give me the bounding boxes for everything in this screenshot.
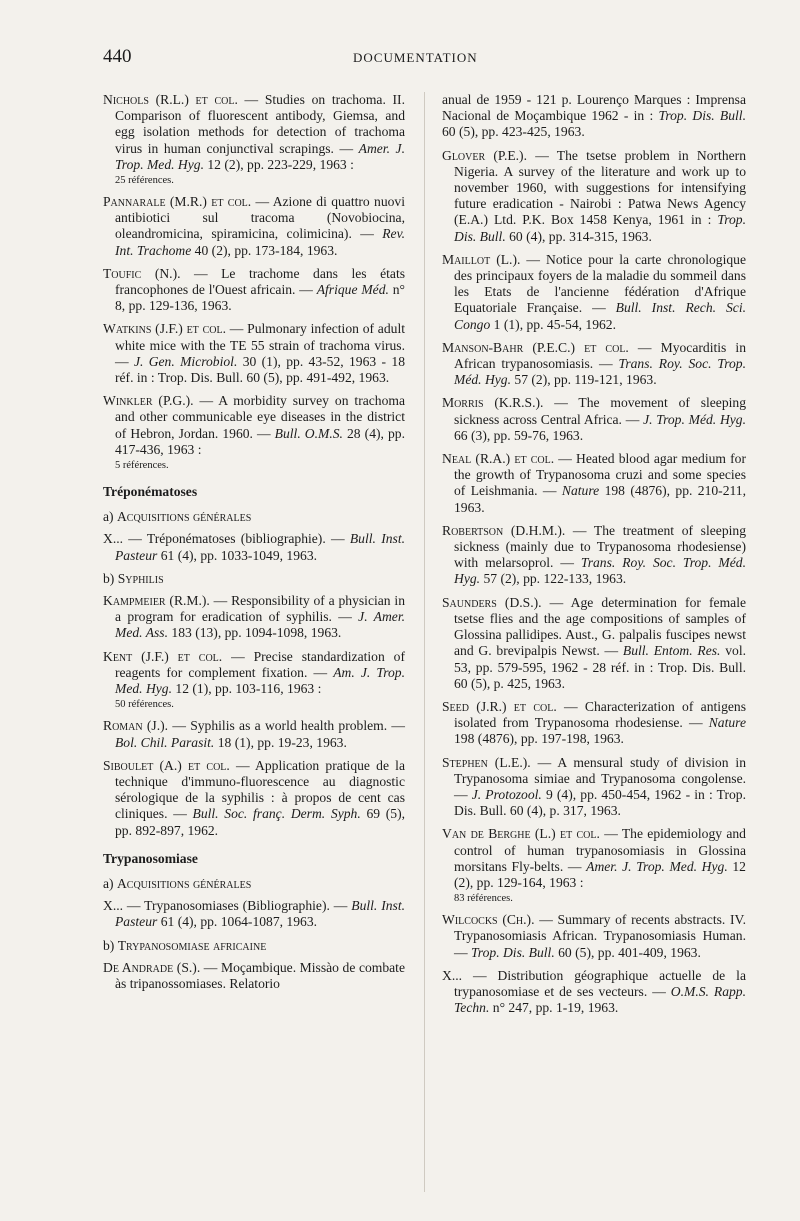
entry-citation: 1 (1), pp. 45-54, 1962. (490, 316, 616, 332)
entry-author: Kent (J.F.) et col. (103, 648, 223, 664)
bibliography-entry (442, 699, 746, 748)
entry-citation: 66 (3), pp. 59-76, 1963. (454, 427, 584, 443)
bibliography-entry (442, 595, 746, 692)
right-column (442, 92, 746, 1023)
entry-author: Seed (J.R.) et col. (442, 698, 557, 714)
entry-journal: Bull. Inst. Pasteur (115, 898, 405, 930)
entry-text: — Moçambique. Missào de combate às tripanossomiases. Relatorio (115, 959, 405, 991)
entry-text: — Heated blood agar medium for the growth of Trypanosoma cruzi and some species of Leishmania. — (454, 451, 746, 499)
running-header: DOCUMENTATION (353, 50, 478, 65)
entry-citation: 12 (1), pp. 103-116, 1963 : (172, 681, 322, 697)
entry-text: — The treatment of sleeping sickness (mainly due to Trypanosoma rhodesiense) with melarsoprol. — (454, 522, 746, 571)
bibliography-entry (442, 340, 746, 389)
bibliography-entry (103, 194, 405, 259)
entry-journal: Rev. Int. Trachome (115, 226, 405, 258)
bibliography-entry (442, 395, 746, 444)
bibliography-entry (442, 912, 746, 961)
entry-author: Nichols (R.L.) et col. (103, 92, 238, 107)
entry-journal: Trop. Dis. Bull. (471, 944, 555, 960)
entry-citation: 69 (5), pp. 892-897, 1962. (115, 806, 406, 838)
entry-text: — Syphilis as a world health problem. — (168, 718, 405, 734)
bibliography-entry (103, 649, 405, 698)
entry-journal: O.M.S. Rapp. Techn. (454, 983, 746, 1016)
bibliography-entry (103, 266, 405, 315)
entry-journal: Nature (708, 715, 746, 731)
bibliography-entry (103, 898, 405, 930)
bibliography-entry (442, 968, 746, 1017)
entry-text: — Precise standardization of reagents for complement fixation. — (115, 648, 405, 680)
entry-author: Saunders (D.S.). (442, 594, 542, 610)
entry-citation: n° 8, pp. 129-136, 1963. (115, 282, 405, 314)
entry-author: X... (103, 531, 124, 547)
entry-text: — Studies on trachoma. II. Comparison of fluorescent antibody, Giemsa, and egg isolation methods for detection of trachoma virus in human conjunctival scrapings. — (115, 92, 405, 156)
entry-citation: 198 (4876), pp. 210-211, 1963. (454, 483, 746, 515)
bibliography-entry (103, 92, 405, 173)
entry-citation: 28 (4), pp. 417-436, 1963 : (115, 425, 405, 457)
entry-author: Glover (P.E.). (442, 147, 527, 163)
section-heading: Trypanosomiase (103, 850, 198, 866)
entry-journal: Amer. J. Trop. Med. Hyg. (115, 140, 405, 172)
subsection-title: Acquisitions générales (116, 875, 252, 891)
entry-text: — A mensural study of division in Trypanosoma simiae and Trypanosoma congolense. — (454, 754, 746, 802)
entry-author: Neal (R.A.) et col. (442, 451, 555, 467)
subsection-title: Trypanosomiase africaine (117, 937, 267, 953)
entry-author: Siboulet (A.) et col. (103, 757, 230, 773)
entry-journal: Bull. Inst. Pasteur (115, 531, 405, 563)
entry-author: Maillot (L.). (442, 251, 521, 267)
entry-text: — Trypanosomiases (Bibliographie). — (123, 898, 352, 914)
entry-text: — The epidemiology and control of human trypanosomiasis in Glossina morsitans Fly-belts. — (454, 826, 746, 874)
entry-journal: Bull. Entom. Res. (622, 643, 721, 659)
entry-citation: 30 (1), pp. 43-52, 1963 - 18 réf. in : Trop. Dis. Bull. 60 (5), pp. 491-492, 1963. (115, 353, 405, 386)
entry-citation: 18 (1), pp. 19-23, 1963. (214, 734, 347, 750)
entry-journal: Nature (561, 483, 600, 499)
entry-text: — Le trachome dans les états francophones de l'Ouest africain. — (115, 265, 406, 298)
reference-count: 83 références. (454, 893, 513, 905)
reference-count: 25 références. (115, 175, 174, 187)
subsection-letter: b) (103, 570, 118, 586)
entry-citation: vol. 53, pp. 579-595, 1962 - 28 réf. in : Trop. Dis. Bull. 60 (5), p. 425, 1963. (454, 643, 747, 691)
entry-citation: 61 (4), pp. 1064-1087, 1963. (157, 914, 318, 930)
entry-citation: 12 (2), pp. 223-229, 1963 : (203, 156, 354, 172)
bibliography-entry (103, 718, 405, 750)
entry-citation: 57 (2), pp. 119-121, 1963. (511, 372, 657, 388)
entry-text: — Age determination for female tsetse flies and the age compositions of samples of Glossina pallidipes. Aust., G. palpalis fuscipes newst and G. brevipalpis Newst. — (454, 594, 746, 659)
subsection-title: Syphilis (117, 570, 164, 586)
entry-text: — The movement of sleeping sickness across Central Africa. — (454, 395, 747, 427)
entry-journal: Trop. Dis. Bull. (454, 212, 746, 244)
entry-citation: 60 (4), pp. 314-315, 1963. (505, 228, 652, 244)
subsection-heading (103, 876, 405, 892)
entry-text: — Distribution géographique actuelle de la trypanosomiase et de ses vecteurs. — (454, 967, 746, 999)
entry-journal: Amer. J. Trop. Med. Hyg. (586, 858, 728, 874)
bibliography-entry (442, 252, 746, 333)
subsection-heading (103, 509, 405, 525)
bibliography-entry (442, 755, 746, 820)
entry-journal: J. Gen. Microbiol. (133, 353, 238, 369)
entry-author: Robertson (D.H.M.). (442, 522, 566, 538)
entry-journal: Bull. Soc. franç. Derm. Syph. (192, 806, 361, 822)
subsection-letter: a) (103, 509, 117, 525)
bibliography-entry (442, 148, 746, 245)
entry-citation: 60 (5), pp. 401-409, 1963. (554, 944, 701, 960)
entry-text: anual de 1959 - 121 p. Lourenço Marques : Imprensa Nacional de Moçambique 1962 - in : (442, 92, 746, 124)
entry-author: Roman (J.). (103, 718, 169, 734)
left-column (103, 92, 405, 999)
entry-journal: J. Trop. Méd. Hyg. (643, 411, 746, 427)
entry-journal: Bull. O.M.S. (274, 425, 343, 441)
column-divider (424, 92, 425, 1192)
section-heading: Tréponématoses (103, 484, 198, 500)
entry-text: — Myocarditis in African trypanosomiasis. — (454, 339, 746, 372)
page-number: 440 (103, 46, 132, 67)
entry-journal: Afrique Méd. (316, 282, 389, 298)
bibliography-entry (103, 758, 405, 839)
bibliography-entry (442, 451, 746, 516)
entry-journal: Bol. Chil. Parasit. (115, 734, 215, 750)
entry-text: — Tréponématoses (bibliographie). — (123, 531, 350, 547)
entry-citation: 183 (13), pp. 1094-1098, 1963. (168, 625, 342, 641)
entry-author: De Andrade (S.). (103, 959, 201, 975)
entry-journal: Trans. Roy. Soc. Trop. Méd. Hyg. (454, 356, 746, 388)
reference-count: 50 références. (115, 699, 174, 711)
entry-text: — The tsetse problem in Northern Nigeria. A survey of the literature and work up to november 1960, with suggestions for intensifying future eradication - Nairobi : Patwa News Agency (E.A.) Ltd. P.K. Box 1458 Kenya, 1961 in : (454, 147, 746, 228)
bibliography-entry (103, 960, 405, 992)
bibliography-entry (103, 531, 405, 563)
entry-journal: Bull. Inst. Rech. Sci. Congo (454, 300, 746, 332)
entry-text: — Summary of recents abstracts. IV. Trypanosomiasis African. Trypanosomiasis Human. — (454, 912, 747, 960)
entry-text: — Azione di quattro nuovi antibiotici sul tracoma (Novobiocina, oleandromicina, spiramicina, colimicina). — (115, 194, 405, 242)
entry-author: Wilcocks (Ch.). (442, 912, 535, 928)
bibliography-entry (442, 92, 746, 141)
entry-author: Manson-Bahr (P.E.C.) et col. (442, 339, 629, 355)
entry-text: — Application pratique de la technique d'immuno-fluorescence au diagnostic sérologique de la syphilis : à propos de cent cas cliniques. — (115, 757, 405, 822)
bibliography-entry (103, 321, 405, 386)
entry-citation: 198 (4876), pp. 197-198, 1963. (454, 731, 624, 747)
entry-citation: 40 (2), pp. 173-184, 1963. (191, 242, 338, 258)
entry-journal: Trop. Dis. Bull. (658, 108, 746, 124)
subsection-heading (103, 571, 405, 587)
entry-author: Van de Berghe (L.) et col. (442, 826, 600, 842)
entry-author: X... (103, 898, 124, 914)
entry-author: Toufic (N.). (103, 265, 181, 281)
reference-count: 5 références. (115, 460, 169, 472)
entry-citation: 9 (4), pp. 450-454, 1962 - in : Trop. Dis. Bull. 60 (4), p. 317, 1963. (454, 786, 746, 819)
entry-journal: Trans. Roy. Soc. Trop. Méd. Hyg. (454, 555, 746, 587)
entry-author: Winkler (P.G.). (103, 393, 194, 409)
subsection-title: Acquisitions générales (116, 509, 252, 525)
entry-text: — Pulmonary infection of adult white mice with the TE 55 strain of trachoma virus. — (115, 321, 405, 369)
bibliography-entry (442, 523, 746, 588)
bibliography-entry (103, 393, 405, 458)
bibliography-entry (442, 826, 746, 891)
entry-citation: 57 (2), pp. 122-133, 1963. (480, 571, 627, 587)
entry-citation: 61 (4), pp. 1033-1049, 1963. (157, 547, 318, 563)
entry-author: Pannarale (M.R.) et col. (103, 194, 252, 210)
entry-citation: 12 (2), pp. 129-164, 1963 : (454, 858, 746, 890)
entry-citation: 60 (5), pp. 423-425, 1963. (442, 124, 585, 140)
entry-text: — Responsibility of a physician in a program for eradication of syphilis. — (115, 593, 405, 625)
entry-journal: Am. J. Trop. Med. Hyg. (115, 664, 405, 697)
entry-journal: J. Protozool. (471, 786, 542, 802)
subsection-heading (103, 938, 405, 954)
entry-text: — Characterization of antigens isolated from Trypanosoma rhodesiense. — (454, 698, 746, 731)
entry-author: Watkins (J.F.) et col. (103, 321, 226, 337)
entry-author: Morris (K.R.S.). (442, 395, 544, 411)
entry-author: Kampmeier (R.M.). (103, 593, 210, 609)
entry-text: — A morbidity survey on trachoma and other communicable eye diseases in the district of Hebron, Jordan. 1960. — (115, 393, 405, 441)
entry-citation: n° 247, pp. 1-19, 1963. (489, 1000, 619, 1016)
bibliography-entry (103, 593, 405, 642)
entry-journal: J. Amer. Med. Ass. (115, 609, 405, 641)
subsection-letter: a) (103, 875, 117, 891)
subsection-letter: b) (103, 937, 118, 953)
entry-author: Stephen (L.E.). (442, 754, 531, 770)
entry-text: — Notice pour la carte chronologique des principaux foyers de la maladie du sommeil dans les Etats de l'ancienne fédération d'Afrique Equatoriale Française. — (454, 251, 746, 316)
entry-author: X... (442, 967, 463, 983)
